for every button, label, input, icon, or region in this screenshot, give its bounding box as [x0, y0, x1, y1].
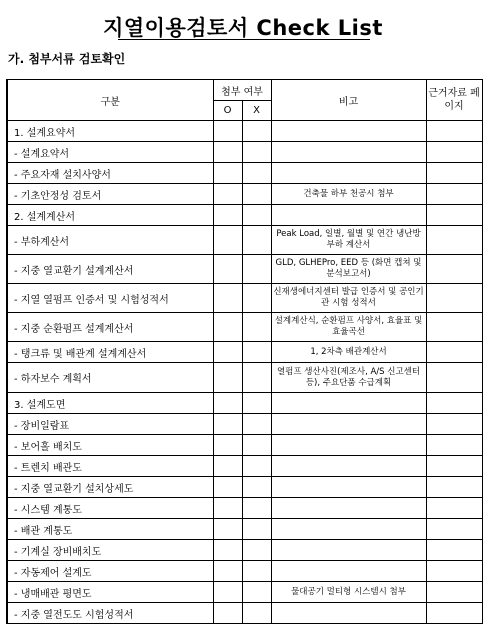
page-cell[interactable]: [426, 142, 482, 163]
row-label: - 장비일람표: [7, 414, 213, 435]
attach-x-cell[interactable]: [242, 121, 271, 142]
attach-x-cell[interactable]: [242, 477, 271, 498]
row-note: [271, 540, 426, 561]
row-label: - 설계요약서: [7, 142, 213, 163]
row-note: [271, 603, 426, 624]
attach-x-cell[interactable]: [242, 163, 271, 184]
page-cell[interactable]: [426, 393, 482, 414]
row-note: 물대공기 멀티형 시스템시 첨부: [271, 582, 426, 603]
page-cell[interactable]: [426, 226, 482, 255]
row-label: - 트렌치 배관도: [7, 456, 213, 477]
attach-x-cell[interactable]: [242, 255, 271, 284]
row-note: 건축물 하부 천공시 첨부: [271, 184, 426, 205]
header-o: O: [213, 101, 242, 121]
row-label: - 시스템 계통도: [7, 498, 213, 519]
table-row: [7, 519, 482, 540]
row-note: [271, 205, 426, 226]
attach-x-cell[interactable]: [242, 561, 271, 582]
row-label: - 지중 열교환기 설치상세도: [7, 477, 213, 498]
row-note: [271, 498, 426, 519]
table-row: [7, 142, 482, 163]
row-label: - 지중 열교환기 설계계산서: [7, 255, 213, 284]
table-row: [7, 163, 482, 184]
table-row: [7, 477, 482, 498]
page-cell[interactable]: [426, 435, 482, 456]
table-row: [7, 226, 482, 255]
attach-o-cell[interactable]: [213, 142, 242, 163]
attach-o-cell[interactable]: [213, 456, 242, 477]
attach-x-cell[interactable]: [242, 284, 271, 313]
row-note: [271, 142, 426, 163]
title-underline: [118, 39, 370, 40]
attach-o-cell[interactable]: [213, 342, 242, 363]
attach-o-cell[interactable]: [213, 519, 242, 540]
page-cell[interactable]: [426, 121, 482, 142]
page-cell[interactable]: [426, 561, 482, 582]
table-row: [7, 121, 482, 142]
row-note: [271, 456, 426, 477]
attach-o-cell[interactable]: [213, 313, 242, 342]
table-row: [7, 498, 482, 519]
row-note: [271, 477, 426, 498]
page-cell[interactable]: [426, 477, 482, 498]
attach-x-cell[interactable]: [242, 603, 271, 624]
table-row: [7, 342, 482, 363]
attach-o-cell[interactable]: [213, 284, 242, 313]
table-row: [7, 582, 482, 603]
attach-o-cell[interactable]: [213, 561, 242, 582]
page-cell[interactable]: [426, 255, 482, 284]
attach-x-cell[interactable]: [242, 342, 271, 363]
attach-o-cell[interactable]: [213, 121, 242, 142]
table-row: [7, 184, 482, 205]
attach-x-cell[interactable]: [242, 363, 271, 393]
page-cell[interactable]: [426, 205, 482, 226]
header-note: 비고: [271, 80, 426, 121]
table-row: [7, 435, 482, 456]
table-row: [7, 205, 482, 226]
page-cell[interactable]: [426, 414, 482, 435]
page-cell[interactable]: [426, 603, 482, 624]
attach-x-cell[interactable]: [242, 313, 271, 342]
page-cell[interactable]: [426, 163, 482, 184]
attach-o-cell[interactable]: [213, 540, 242, 561]
attach-o-cell[interactable]: [213, 582, 242, 603]
attach-o-cell[interactable]: [213, 226, 242, 255]
row-note: 1, 2차측 배관계산서: [271, 342, 426, 363]
row-note: 신재생에너지센터 발급 인증서 및 공인기관 시험 성적서: [271, 284, 426, 313]
attach-x-cell[interactable]: [242, 540, 271, 561]
row-label: - 배관 계통도: [7, 519, 213, 540]
row-label: - 하자보수 계획서: [7, 363, 213, 393]
row-label: 2. 설계계산서: [7, 205, 213, 226]
table-row: [7, 456, 482, 477]
page-cell[interactable]: [426, 540, 482, 561]
attach-x-cell[interactable]: [242, 393, 271, 414]
page-cell[interactable]: [426, 284, 482, 313]
row-label: - 지중 열전도도 시험성적서: [7, 603, 213, 624]
attach-o-cell[interactable]: [213, 205, 242, 226]
attach-x-cell[interactable]: [242, 519, 271, 540]
row-note: [271, 519, 426, 540]
row-label: 3. 설계도면: [7, 393, 213, 414]
attach-o-cell[interactable]: [213, 255, 242, 284]
table-row: [7, 603, 482, 624]
header-x: X: [242, 101, 271, 121]
row-label: - 지열 열펌프 인증서 및 시험성적서: [7, 284, 213, 313]
attach-x-cell[interactable]: [242, 414, 271, 435]
row-label: - 보어홀 배치도: [7, 435, 213, 456]
attach-o-cell[interactable]: [213, 393, 242, 414]
attach-x-cell[interactable]: [242, 205, 271, 226]
attach-x-cell[interactable]: [242, 582, 271, 603]
page-cell[interactable]: [426, 342, 482, 363]
page-cell[interactable]: [426, 184, 482, 205]
table-row: [7, 540, 482, 561]
attach-o-cell[interactable]: [213, 414, 242, 435]
header-page: 근거자료 페이지: [426, 80, 482, 121]
attach-o-cell[interactable]: [213, 603, 242, 624]
attach-x-cell[interactable]: [242, 498, 271, 519]
attach-o-cell[interactable]: [213, 435, 242, 456]
attach-o-cell[interactable]: [213, 184, 242, 205]
attach-o-cell[interactable]: [213, 477, 242, 498]
row-note: [271, 561, 426, 582]
header-item: 구분: [7, 80, 213, 121]
page-title: 지열이용검토서 Check List: [103, 16, 383, 40]
row-note: [271, 435, 426, 456]
page-cell[interactable]: [426, 363, 482, 393]
page-cell[interactable]: [426, 498, 482, 519]
table-row: [7, 363, 482, 393]
table-row: [7, 414, 482, 435]
page-cell[interactable]: [426, 313, 482, 342]
table-row: [7, 561, 482, 582]
row-label: - 기계실 장비배치도: [7, 540, 213, 561]
row-note: [271, 121, 426, 142]
attach-o-cell[interactable]: [213, 498, 242, 519]
row-note: GLD, GLHEPro, EED 등 (화면 캡쳐 및 분석보고서): [271, 255, 426, 284]
attach-x-cell[interactable]: [242, 142, 271, 163]
row-label: - 지중 순환펌프 설계계산서: [7, 313, 213, 342]
page-cell[interactable]: [426, 582, 482, 603]
table-row: [7, 313, 482, 342]
table-row: [7, 284, 482, 313]
checklist-table: [6, 79, 483, 624]
section-title: 가. 첨부서류 검토확인: [8, 52, 126, 66]
row-note: [271, 393, 426, 414]
page-cell[interactable]: [426, 456, 482, 477]
attach-x-cell[interactable]: [242, 226, 271, 255]
header-attach: 첨부 여부: [213, 80, 271, 101]
row-label: - 자동제어 설계도: [7, 561, 213, 582]
row-note: 열펌프 생산사진(제조사, A/S 신고센터등), 주요단품 수급계획: [271, 363, 426, 393]
row-note: 설계계산식, 순환펌프 사양서, 효율표 및 효율곡선: [271, 313, 426, 342]
attach-o-cell[interactable]: [213, 363, 242, 393]
row-label: - 탱크류 및 배관계 설계계산서: [7, 342, 213, 363]
attach-x-cell[interactable]: [242, 184, 271, 205]
attach-x-cell[interactable]: [242, 456, 271, 477]
table-row: [7, 255, 482, 284]
row-note: [271, 163, 426, 184]
table-row: [7, 393, 482, 414]
row-note: Peak Load, 일별, 월별 및 연간 냉난방 부하 계산서: [271, 226, 426, 255]
row-label: - 기초안정성 검토서: [7, 184, 213, 205]
attach-o-cell[interactable]: [213, 163, 242, 184]
row-label: - 주요자재 설치사양서: [7, 163, 213, 184]
page-cell[interactable]: [426, 519, 482, 540]
attach-x-cell[interactable]: [242, 435, 271, 456]
row-note: [271, 414, 426, 435]
row-label: 1. 설계요약서: [7, 121, 213, 142]
row-label: - 냉매배관 평면도: [7, 582, 213, 603]
row-label: - 부하계산서: [7, 226, 213, 255]
